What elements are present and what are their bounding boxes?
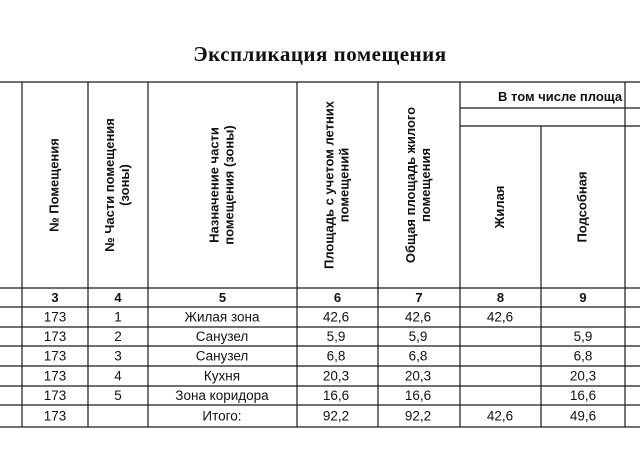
table-row	[44, 329, 593, 344]
svg-text:помещений: помещений	[336, 147, 352, 223]
cell-total: 6,8	[408, 348, 428, 364]
table-row	[44, 369, 596, 384]
table-row	[44, 409, 596, 424]
column-number: 3	[51, 289, 59, 305]
cell-total: 42,6	[404, 309, 432, 325]
column-number: 9	[579, 289, 587, 305]
cell-total: 20,3	[404, 368, 432, 384]
cell-total: 5,9	[408, 329, 428, 345]
cell-total: 16,6	[404, 388, 432, 404]
header-living	[492, 186, 507, 230]
table-grid	[0, 82, 640, 427]
svg-text:№ Части помещения: № Части помещения	[101, 118, 117, 252]
cell-purpose: Кухня	[203, 368, 241, 384]
cell-room: 173	[43, 408, 67, 424]
cell-area: 92,2	[322, 408, 350, 424]
cell-aux: 6,8	[573, 348, 593, 364]
cell-purpose: Зона коридора	[175, 388, 269, 404]
cell-part: 4	[114, 368, 122, 384]
header-including-group: В том числе площа	[498, 89, 623, 104]
cell-aux: 20,3	[569, 368, 597, 384]
cell-room: 173	[43, 348, 67, 364]
svg-text:помещения: помещения	[417, 147, 433, 223]
cell-area: 42,6	[322, 309, 350, 325]
cell-room: 173	[43, 329, 67, 345]
cell-part: 3	[114, 348, 122, 364]
cell-purpose: Итого:	[202, 408, 242, 424]
column-number: 8	[496, 289, 505, 305]
svg-text:Площадь с учетом летних: Площадь с учетом летних	[321, 100, 337, 270]
cell-area: 6,8	[326, 348, 346, 364]
cell-part: 5	[114, 388, 122, 404]
table-header	[46, 89, 622, 269]
table-row	[44, 388, 596, 403]
table-row	[44, 349, 593, 364]
cell-aux: 5,9	[573, 329, 593, 345]
header-auxiliary	[574, 171, 589, 242]
column-numbers-row	[51, 290, 586, 305]
header-purpose	[206, 125, 236, 244]
cell-living: 42,6	[486, 408, 514, 424]
cell-room: 173	[43, 368, 67, 384]
header-part-no	[102, 118, 132, 252]
cell-room: 173	[43, 309, 67, 325]
cell-purpose: Санузел	[195, 329, 249, 345]
column-number: 5	[218, 289, 227, 305]
column-number: 7	[415, 289, 423, 305]
svg-text:Общая площадь жилого: Общая площадь жилого	[402, 106, 418, 264]
cell-living: 42,6	[486, 309, 514, 325]
page-title: Экспликация помещения	[193, 42, 447, 66]
header-area-with-summer	[321, 100, 351, 269]
svg-text:Жилая: Жилая	[491, 185, 507, 229]
cell-part: 2	[114, 329, 122, 345]
cell-total: 92,2	[404, 408, 432, 424]
header-room-no	[46, 138, 61, 232]
svg-text:помещения (зоны): помещения (зоны)	[221, 125, 237, 245]
column-number: 6	[333, 289, 342, 305]
table-row	[44, 310, 513, 325]
cell-aux: 49,6	[569, 408, 597, 424]
svg-text:Подсобная: Подсобная	[574, 171, 590, 243]
svg-text:(зоны): (зоны)	[116, 164, 132, 206]
cell-area: 5,9	[326, 329, 346, 345]
svg-text:№ Помещения: № Помещения	[46, 138, 62, 232]
cell-purpose: Жилая зона	[184, 309, 260, 325]
cell-aux: 16,6	[569, 388, 597, 404]
cell-part: 1	[114, 309, 122, 325]
svg-text:Назначение части: Назначение части	[206, 127, 222, 243]
cell-room: 173	[43, 388, 67, 404]
cell-area: 20,3	[322, 368, 350, 384]
cell-area: 16,6	[322, 388, 350, 404]
column-number: 4	[114, 289, 122, 305]
header-total-living-area	[403, 107, 433, 263]
cell-purpose: Санузел	[195, 348, 249, 364]
